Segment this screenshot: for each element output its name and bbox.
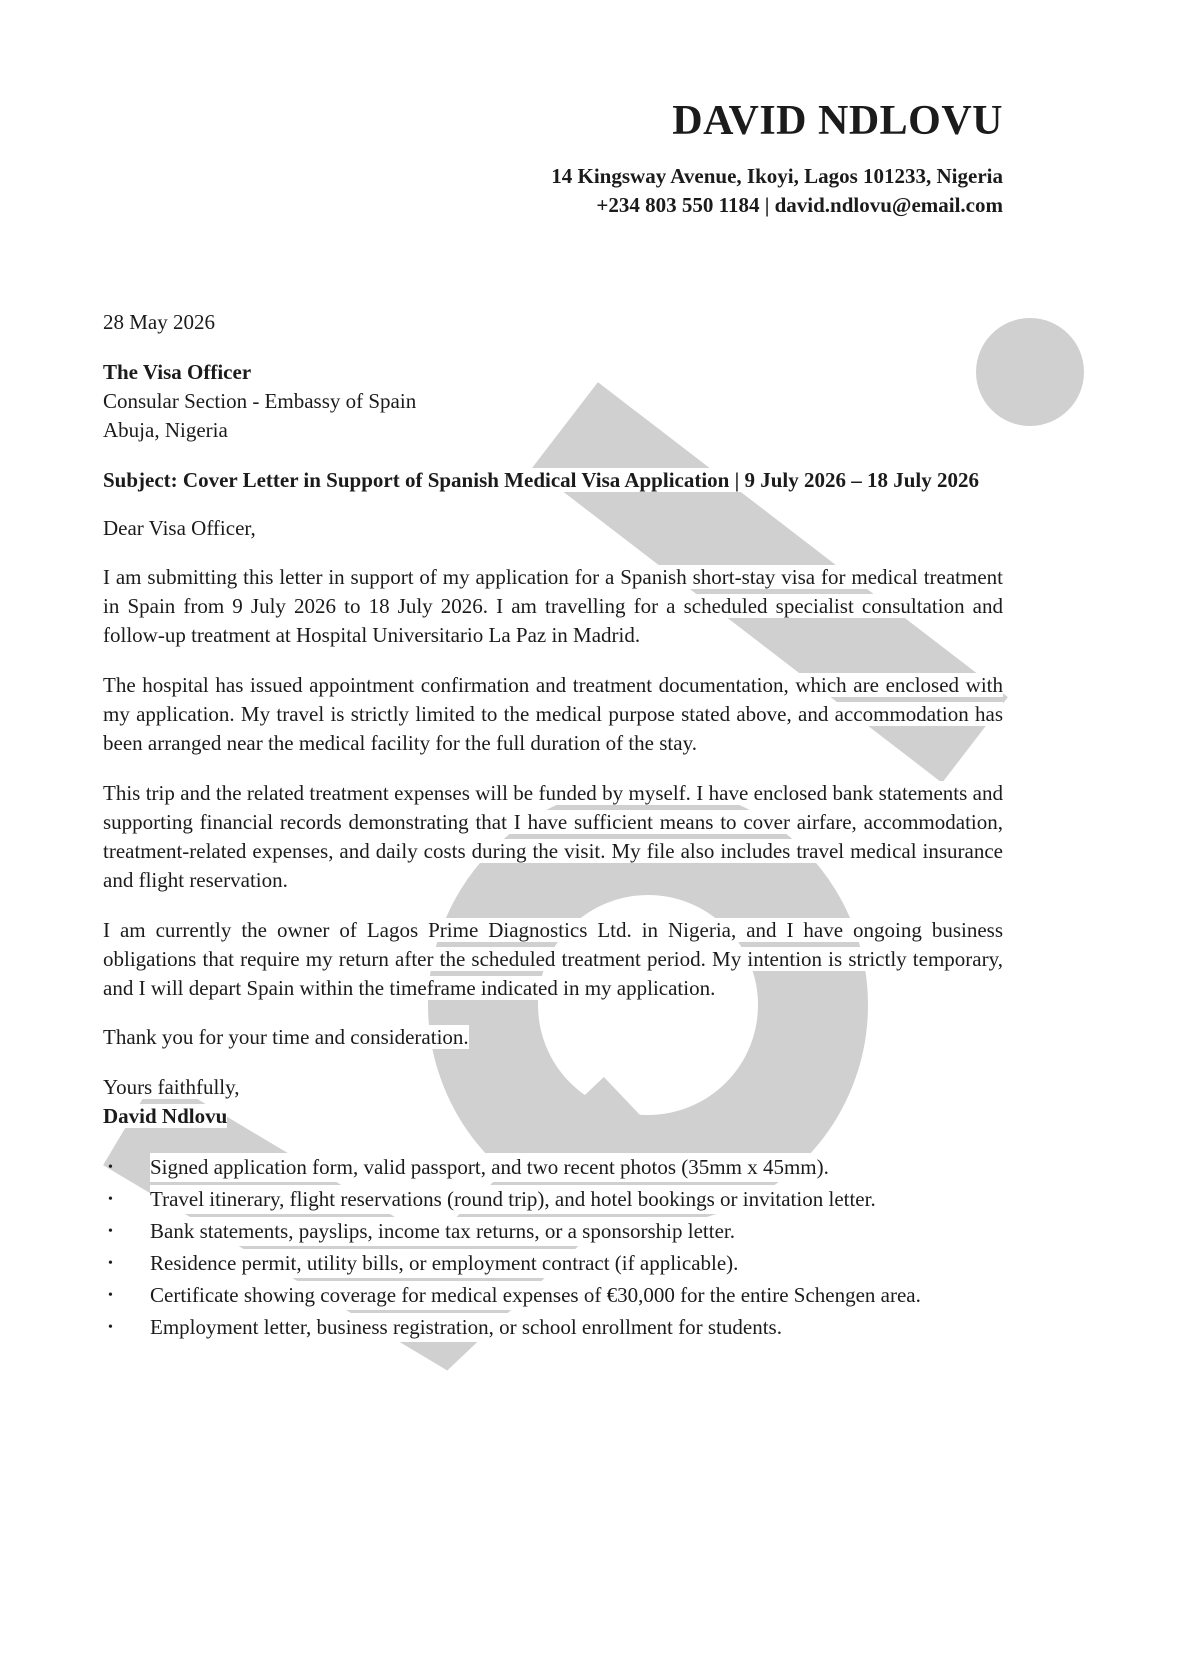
enclosure-text: Employment letter, business registration, or school enrollment for students. xyxy=(150,1313,782,1342)
closing-block xyxy=(103,1073,1003,1131)
bullet-icon: • xyxy=(108,1192,113,1207)
sender-contact-block xyxy=(103,162,1003,220)
enclosure-text: Bank statements, payslips, income tax returns, or a sponsorship letter. xyxy=(150,1217,735,1246)
body-paragraph-3: This trip and the related treatment expenses will be funded by myself. I have enclosed bank statements and supporting financial records demonstrating that I have sufficient means to cover airfare, accommodation, treatment-related expenses, and daily costs during the visit. My file also includes travel medical insurance and flight reservation. xyxy=(103,781,1003,892)
body-paragraph-1: I am submitting this letter in support of my application for a Spanish short-stay visa for medical treatment in Spain from 9 July 2026 to 18 July 2026. I am travelling for a scheduled specialist consultation and follow-up treatment at Hospital Universitario La Paz in Madrid. xyxy=(103,565,1003,647)
list-item xyxy=(103,1153,1003,1182)
letter-content xyxy=(103,0,1003,1345)
thanks-line: Thank you for your time and consideration. xyxy=(103,1025,469,1049)
recipient-block xyxy=(103,358,1003,445)
valediction: Yours faithfully, xyxy=(103,1075,240,1099)
enclosures-list xyxy=(103,1153,1003,1342)
enclosure-text: Certificate showing coverage for medical expenses of €30,000 for the entire Schengen area. xyxy=(150,1281,921,1310)
recipient-department: Consular Section - Embassy of Spain xyxy=(103,389,417,413)
list-item xyxy=(103,1185,1003,1214)
list-item xyxy=(103,1281,1003,1310)
salutation: Dear Visa Officer, xyxy=(103,516,256,540)
sender-phone-email: +234 803 550 1184 | david.ndlovu@email.com xyxy=(596,193,1003,217)
body-paragraph-4: I am currently the owner of Lagos Prime Diagnostics Ltd. in Nigeria, and I have ongoing business obligations that require my return after the scheduled treatment period. My intention is strictly temporary, and I will depart Spain within the timeframe indicated in my application. xyxy=(103,918,1003,1000)
letter-header xyxy=(103,0,1003,220)
sender-name: DAVID NDLOVU xyxy=(672,98,1003,144)
enclosure-text: Residence permit, utility bills, or employment contract (if applicable). xyxy=(150,1249,738,1278)
letter-date: 28 May 2026 xyxy=(103,310,215,334)
recipient-city: Abuja, Nigeria xyxy=(103,418,228,442)
signature-name: David Ndlovu xyxy=(103,1104,228,1128)
bullet-icon: • xyxy=(108,1288,113,1303)
body-paragraph-2: The hospital has issued appointment confirmation and treatment documentation, which are enclosed with my application. My travel is strictly limited to the medical purpose stated above, and accommodation has been arranged near the medical facility for the full duration of the stay. xyxy=(103,673,1003,755)
bullet-icon: • xyxy=(108,1256,113,1271)
list-item xyxy=(103,1217,1003,1246)
list-item xyxy=(103,1313,1003,1342)
sender-address: 14 Kingsway Avenue, Ikoyi, Lagos 101233, Nigeria xyxy=(551,164,1003,188)
bullet-icon: • xyxy=(108,1320,113,1335)
list-item xyxy=(103,1249,1003,1278)
bullet-icon: • xyxy=(108,1160,113,1175)
recipient-title: The Visa Officer xyxy=(103,360,252,384)
enclosure-text: Signed application form, valid passport, and two recent photos (35mm x 45mm). xyxy=(150,1153,829,1182)
bullet-icon: • xyxy=(108,1224,113,1239)
subject-line: Subject: Cover Letter in Support of Spanish Medical Visa Application | 9 July 2026 – 18 July 2026 xyxy=(103,468,980,492)
enclosure-text: Travel itinerary, flight reservations (round trip), and hotel bookings or invitation letter. xyxy=(150,1185,876,1214)
